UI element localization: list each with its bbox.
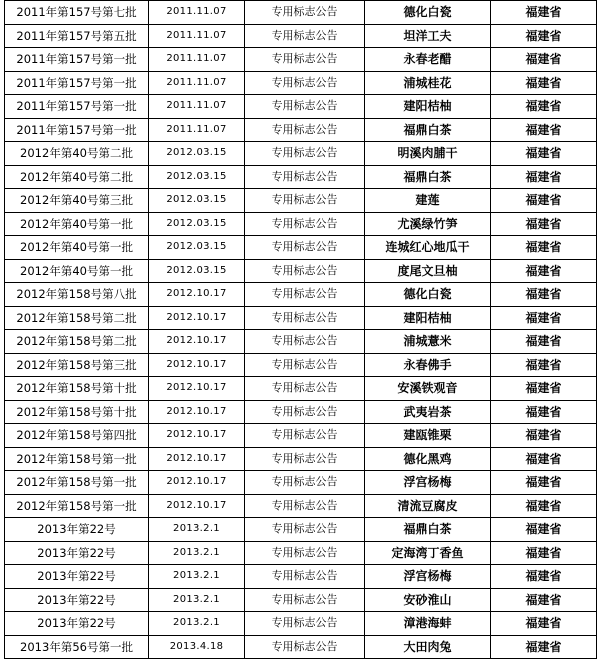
table-row	[5, 518, 597, 542]
type-cell: 专用标志公告	[245, 283, 365, 307]
type-cell: 专用标志公告	[245, 494, 365, 518]
product-cell: 永春老醋	[365, 48, 491, 72]
product-cell: 连城红心地瓜干	[365, 236, 491, 260]
table-body	[5, 1, 597, 659]
table-row	[5, 306, 597, 330]
table-row	[5, 142, 597, 166]
table-row	[5, 165, 597, 189]
date-cell: 2013.2.1	[149, 541, 245, 565]
date-cell: 2012.10.17	[149, 424, 245, 448]
table-row	[5, 353, 597, 377]
table-row	[5, 259, 597, 283]
table-row	[5, 565, 597, 589]
table-row	[5, 95, 597, 119]
batch-cell: 2012年第40号第一批	[5, 236, 149, 260]
type-cell: 专用标志公告	[245, 353, 365, 377]
type-cell: 专用标志公告	[245, 118, 365, 142]
province-cell: 福建省	[491, 518, 597, 542]
date-cell: 2012.03.15	[149, 236, 245, 260]
province-cell: 福建省	[491, 283, 597, 307]
province-cell: 福建省	[491, 142, 597, 166]
product-cell: 永春佛手	[365, 353, 491, 377]
date-cell: 2012.10.17	[149, 377, 245, 401]
table-row	[5, 1, 597, 25]
product-cell: 浦城薏米	[365, 330, 491, 354]
province-cell: 福建省	[491, 24, 597, 48]
date-cell: 2012.10.17	[149, 306, 245, 330]
type-cell: 专用标志公告	[245, 635, 365, 659]
table-row	[5, 48, 597, 72]
product-cell: 安溪铁观音	[365, 377, 491, 401]
batch-cell: 2012年第40号第一批	[5, 259, 149, 283]
table-row	[5, 71, 597, 95]
type-cell: 专用标志公告	[245, 1, 365, 25]
batch-cell: 2011年第157号第一批	[5, 48, 149, 72]
batch-cell: 2011年第157号第五批	[5, 24, 149, 48]
product-cell: 德化黑鸡	[365, 447, 491, 471]
province-cell: 福建省	[491, 565, 597, 589]
batch-cell: 2013年第22号	[5, 565, 149, 589]
province-cell: 福建省	[491, 306, 597, 330]
product-cell: 尤溪绿竹笋	[365, 212, 491, 236]
date-cell: 2011.11.07	[149, 118, 245, 142]
date-cell: 2013.2.1	[149, 518, 245, 542]
table-row	[5, 612, 597, 636]
province-cell: 福建省	[491, 635, 597, 659]
batch-cell: 2011年第157号第一批	[5, 95, 149, 119]
table-row	[5, 118, 597, 142]
province-cell: 福建省	[491, 494, 597, 518]
type-cell: 专用标志公告	[245, 236, 365, 260]
date-cell: 2011.11.07	[149, 71, 245, 95]
product-cell: 漳港海蚌	[365, 612, 491, 636]
product-cell: 度尾文旦柚	[365, 259, 491, 283]
product-cell: 定海湾丁香鱼	[365, 541, 491, 565]
product-cell: 建莲	[365, 189, 491, 213]
table-row	[5, 377, 597, 401]
date-cell: 2013.2.1	[149, 612, 245, 636]
batch-cell: 2012年第158号第十批	[5, 377, 149, 401]
province-cell: 福建省	[491, 1, 597, 25]
type-cell: 专用标志公告	[245, 424, 365, 448]
batch-cell: 2012年第158号第一批	[5, 447, 149, 471]
batch-cell: 2012年第158号第一批	[5, 494, 149, 518]
batch-cell: 2011年第157号第一批	[5, 71, 149, 95]
batch-cell: 2012年第158号第八批	[5, 283, 149, 307]
date-cell: 2012.10.17	[149, 353, 245, 377]
type-cell: 专用标志公告	[245, 541, 365, 565]
product-cell: 安砂淮山	[365, 588, 491, 612]
table-row	[5, 494, 597, 518]
product-cell: 福鼎白茶	[365, 518, 491, 542]
date-cell: 2012.10.17	[149, 494, 245, 518]
product-cell: 清流豆腐皮	[365, 494, 491, 518]
batch-cell: 2013年第22号	[5, 612, 149, 636]
province-cell: 福建省	[491, 471, 597, 495]
province-cell: 福建省	[491, 377, 597, 401]
date-cell: 2012.03.15	[149, 212, 245, 236]
product-cell: 浮宫杨梅	[365, 471, 491, 495]
type-cell: 专用标志公告	[245, 471, 365, 495]
batch-cell: 2013年第22号	[5, 541, 149, 565]
date-cell: 2012.03.15	[149, 165, 245, 189]
type-cell: 专用标志公告	[245, 48, 365, 72]
table-row	[5, 24, 597, 48]
date-cell: 2011.11.07	[149, 95, 245, 119]
type-cell: 专用标志公告	[245, 142, 365, 166]
date-cell: 2011.11.07	[149, 48, 245, 72]
batch-cell: 2012年第158号第一批	[5, 471, 149, 495]
batch-cell: 2012年第40号第二批	[5, 142, 149, 166]
date-cell: 2011.11.07	[149, 1, 245, 25]
product-cell: 德化白瓷	[365, 1, 491, 25]
type-cell: 专用标志公告	[245, 259, 365, 283]
province-cell: 福建省	[491, 118, 597, 142]
date-cell: 2012.03.15	[149, 259, 245, 283]
batch-cell: 2011年第157号第一批	[5, 118, 149, 142]
product-cell: 福鼎白茶	[365, 118, 491, 142]
batch-cell: 2012年第158号第二批	[5, 306, 149, 330]
table-row	[5, 330, 597, 354]
type-cell: 专用标志公告	[245, 95, 365, 119]
batch-cell: 2013年第22号	[5, 518, 149, 542]
type-cell: 专用标志公告	[245, 565, 365, 589]
batch-cell: 2013年第56号第一批	[5, 635, 149, 659]
type-cell: 专用标志公告	[245, 518, 365, 542]
product-cell: 建阳桔柚	[365, 95, 491, 119]
table-row	[5, 588, 597, 612]
type-cell: 专用标志公告	[245, 447, 365, 471]
province-cell: 福建省	[491, 71, 597, 95]
table-row	[5, 541, 597, 565]
date-cell: 2012.03.15	[149, 142, 245, 166]
province-cell: 福建省	[491, 236, 597, 260]
table-row	[5, 400, 597, 424]
batch-cell: 2012年第158号第四批	[5, 424, 149, 448]
province-cell: 福建省	[491, 330, 597, 354]
date-cell: 2011.11.07	[149, 24, 245, 48]
province-cell: 福建省	[491, 259, 597, 283]
product-cell: 德化白瓷	[365, 283, 491, 307]
product-cell: 明溪肉脯干	[365, 142, 491, 166]
table-row	[5, 236, 597, 260]
date-cell: 2012.10.17	[149, 283, 245, 307]
batch-cell: 2011年第157号第七批	[5, 1, 149, 25]
type-cell: 专用标志公告	[245, 189, 365, 213]
province-cell: 福建省	[491, 95, 597, 119]
province-cell: 福建省	[491, 165, 597, 189]
date-cell: 2012.10.17	[149, 471, 245, 495]
type-cell: 专用标志公告	[245, 306, 365, 330]
table-row	[5, 635, 597, 659]
province-cell: 福建省	[491, 212, 597, 236]
type-cell: 专用标志公告	[245, 377, 365, 401]
batch-cell: 2012年第158号第十批	[5, 400, 149, 424]
province-cell: 福建省	[491, 48, 597, 72]
table-row	[5, 447, 597, 471]
type-cell: 专用标志公告	[245, 165, 365, 189]
product-cell: 建阳桔柚	[365, 306, 491, 330]
type-cell: 专用标志公告	[245, 212, 365, 236]
date-cell: 2012.03.15	[149, 189, 245, 213]
date-cell: 2013.4.18	[149, 635, 245, 659]
type-cell: 专用标志公告	[245, 400, 365, 424]
province-cell: 福建省	[491, 424, 597, 448]
batch-cell: 2013年第22号	[5, 588, 149, 612]
table-row	[5, 424, 597, 448]
type-cell: 专用标志公告	[245, 24, 365, 48]
date-cell: 2013.2.1	[149, 588, 245, 612]
table-row	[5, 212, 597, 236]
product-cell: 浮宫杨梅	[365, 565, 491, 589]
province-cell: 福建省	[491, 541, 597, 565]
province-cell: 福建省	[491, 400, 597, 424]
product-cell: 建瓯锥栗	[365, 424, 491, 448]
province-cell: 福建省	[491, 447, 597, 471]
batch-cell: 2012年第158号第三批	[5, 353, 149, 377]
date-cell: 2012.10.17	[149, 400, 245, 424]
province-cell: 福建省	[491, 189, 597, 213]
date-cell: 2013.2.1	[149, 565, 245, 589]
product-cell: 武夷岩茶	[365, 400, 491, 424]
table-row	[5, 283, 597, 307]
province-cell: 福建省	[491, 612, 597, 636]
announcement-table	[4, 0, 597, 659]
date-cell: 2012.10.17	[149, 330, 245, 354]
type-cell: 专用标志公告	[245, 71, 365, 95]
type-cell: 专用标志公告	[245, 330, 365, 354]
batch-cell: 2012年第40号第二批	[5, 165, 149, 189]
product-cell: 浦城桂花	[365, 71, 491, 95]
date-cell: 2012.10.17	[149, 447, 245, 471]
table-row	[5, 471, 597, 495]
batch-cell: 2012年第40号第一批	[5, 212, 149, 236]
province-cell: 福建省	[491, 353, 597, 377]
product-cell: 坦洋工夫	[365, 24, 491, 48]
batch-cell: 2012年第40号第三批	[5, 189, 149, 213]
province-cell: 福建省	[491, 588, 597, 612]
type-cell: 专用标志公告	[245, 612, 365, 636]
type-cell: 专用标志公告	[245, 588, 365, 612]
product-cell: 福鼎白茶	[365, 165, 491, 189]
batch-cell: 2012年第158号第二批	[5, 330, 149, 354]
product-cell: 大田肉兔	[365, 635, 491, 659]
table-row	[5, 189, 597, 213]
